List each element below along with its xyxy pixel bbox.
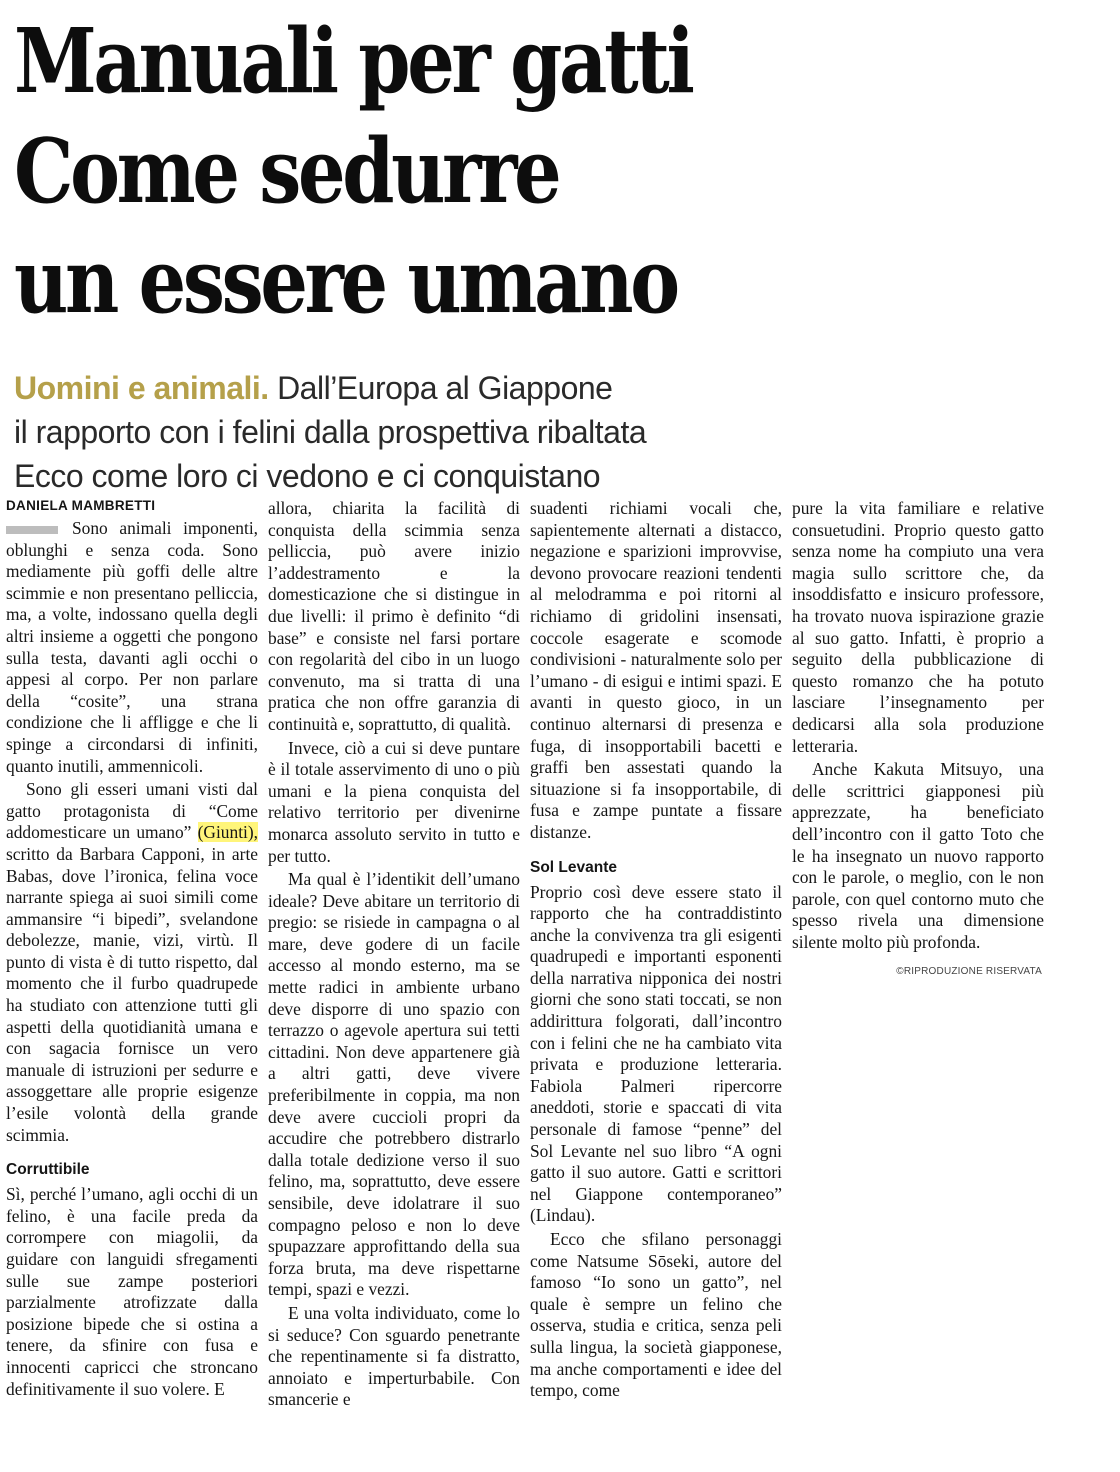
paragraph: Proprio così deve essere stato il rapporto che ha contraddistinto anche la convivenza tra gli esigenti quadrupedi e importanti esponenti della narrativa nipponica dei nostri giorni che sono stati toccati, se non addirittura folgorati, dall’incontro con i felini che ne ha cambiato vita privata e produzione letteraria. Fabiola Palmeri ripercorre aneddoti, storie e spaccati di vita personale di famose “penne” del Sol Levante nel suo libro “A ogni gatto il suo autore. Gatti e scrittori nel Giappone contemporaneo” (Lindau).	[530, 881, 782, 1226]
paragraph: allora, chiarita la facilità di conquista della scimmia senza pelliccia, può avere inizio l’addestramento e la domesticazione che si distingue in due livelli: il primo è definito “di base” e consiste nel farsi portare con regolarità del cibo in un luogo convenuto, ma si tratta di una pratica che non offre garanzia di continuità e, soprattutto, di qualità.	[268, 498, 520, 734]
paragraph	[6, 518, 258, 777]
headline-line-3: un essere umano	[14, 228, 677, 333]
paragraph: E una volta individuato, come lo si seduce? Con sguardo penetrante che repentinamente si fa distratto, annoiato e imperturbabile. Con smancerie e	[268, 1302, 520, 1410]
paragraph-text: Sono animali imponenti, oblunghi e senza coda. Sono mediamente più goffi delle altre scimmie e non presentano pelliccia, ma, a volte, indossano quella degli altri insieme a oggetti che pongono sulla testa, davanti agli occhi o appesi al corpo. Per non parlare della “cosite”, una strana condizione che li affligge e che li spinge a circondarsi di infiniti, quanto inutili, ammennicoli.	[6, 518, 258, 776]
paragraph: Anche Kakuta Mitsuyo, una delle scrittrici giapponesi più apprezzate, ha beneficiato dell’incontro con il gatto Toto che le ha insegnato un nuovo rapporto con le parole, o meglio, con le non parole, con quel contorno muto che spesso rivela una dimensione silente molto più profonda.	[792, 759, 1044, 952]
paragraph: Invece, ciò a cui si deve puntare è il totale asservimento di uno o più umani e la piena conquista del relativo territorio per divenirne monarca assoluto servito in tutto e per tutto.	[268, 737, 520, 866]
subhead-line-3: Ecco come loro ci vedono e ci conquistano	[14, 458, 601, 494]
headline	[14, 6, 921, 336]
paragraph: Sì, perché l’umano, agli occhi di un felino, è una facile preda da corrompere con miagolii, da guidare con languidi sfregamenti sulle sue zampe posteriori parzialmente atrofizzate dalla posizione bipede che si ostina a tenere, da sfinire con fusa e innocenti capricci che stroncano definitivamente il suo volere. E	[6, 1184, 258, 1399]
subhead-line-1	[14, 366, 1104, 410]
article-column-2	[268, 498, 520, 1411]
paragraph: pure la vita familiare e relative consuetudini. Proprio questo gatto senza nome ha compiuto una vera magia sullo scrittore che, da insoddisfatto e insicuro professore, ha trovato nuova ispirazione grazie al suo gatto. Infatti, è proprio a seguito della pubblicazione di questo romanzo che ha potuto lasciare l’insegnamento per dedicarsi alla sola produzione letteraria.	[792, 498, 1044, 756]
paragraph-text: Sono gli esseri umani visti dal gatto protagonista di “Come addomesticare un umano”	[6, 779, 258, 843]
paragraph: Ma qual è l’identikit dell’umano ideale? Deve abitare un territorio di pregio: se risiede in campagna o al mare, deve godere di un facile accesso al mondo esterno, ma se mette radici in ambiente urbano deve disporre di uno spazio con terrazzo o agevole apertura sui tetti cittadini. Non deve appartenere già a altri gatti, deve vivere preferibilmente in coppia, ma non deve avere cuccioli propri da accudire che potrebbero distrarlo dalla totale dedizione verso il suo felino, ma, soprattutto, deve essere sensibile, deve idolatrare il suo compagno peloso e non lo deve spupazzare approfittando della sua forza bruta, ma deve rispettarne tempi, spazi e vezzi.	[268, 869, 520, 1300]
subheadline	[14, 366, 1104, 498]
article-column-4	[792, 498, 1044, 983]
byline: DANIELA MAMBRETTI	[6, 498, 156, 513]
lead-rule	[6, 526, 58, 534]
section-heading-corruttibile: Corruttibile	[6, 1161, 90, 1179]
copyright-notice: ©RIPRODUZIONE RISERVATA	[896, 966, 1042, 978]
subhead-line-2: il rapporto con i felini dalla prospettiva ribaltata	[14, 414, 647, 450]
headline-line-2: Come sedurre	[14, 118, 559, 223]
paragraph: Ecco che sfilano personaggi come Natsume Sōseki, autore del famoso “Io sono un gatto”, nel quale è sempre un felino che osserva, studia e critica, senza peli sulla lingua, la società giapponese, ma anche comportamenti e idee del tempo, come	[530, 1229, 782, 1401]
article-column-3	[530, 498, 782, 1402]
paragraph: suadenti richiami vocali che, sapientemente alternati a distacco, negazione e sparizioni improvvise, devono provocare reazioni tendenti al melodramma e poi ritorni al richiamo di gridolini insensati, coccole esagerate e scomode condivisioni - naturalmente solo per l’umano - di esigui e intimi spazi. E avanti in questo gioco, in un continuo alternarsi di presenza e fuga, di insopportabili bacetti e graffi ben assestati quando la situazione si fa insopportabile, di fusa e zampe puntate a fissare distanze.	[530, 498, 782, 842]
paragraph-text: scritto da Barbara Capponi, in arte Babas, dove l’ironica, felina voce narrante spiega ai suoi simili come ammansire “i bipedi”, svelandone debolezze, manie, vizi, virtù. Il punto di vista è di tutto rispetto, dal momento che il furbo quadrupede ha studiato con attenzione tutti gli aspetti della quotidianità umana e con sagacia fornisce un vero manuale di istruzioni per sedurre e assoggettare alle proprie esigenze l’esile volontà della grande scimmia.	[6, 843, 258, 1145]
article-column-1	[6, 496, 258, 1400]
section-heading-sol-levante: Sol Levante	[530, 858, 617, 876]
highlighted-publisher: (Giunti),	[197, 822, 258, 843]
subhead-kicker: Uomini e animali.	[14, 370, 269, 406]
headline-line-1: Manuali per gatti	[14, 8, 692, 113]
paragraph	[6, 779, 258, 1146]
subhead-line-1-rest: Dall’Europa al Giappone	[268, 370, 613, 406]
